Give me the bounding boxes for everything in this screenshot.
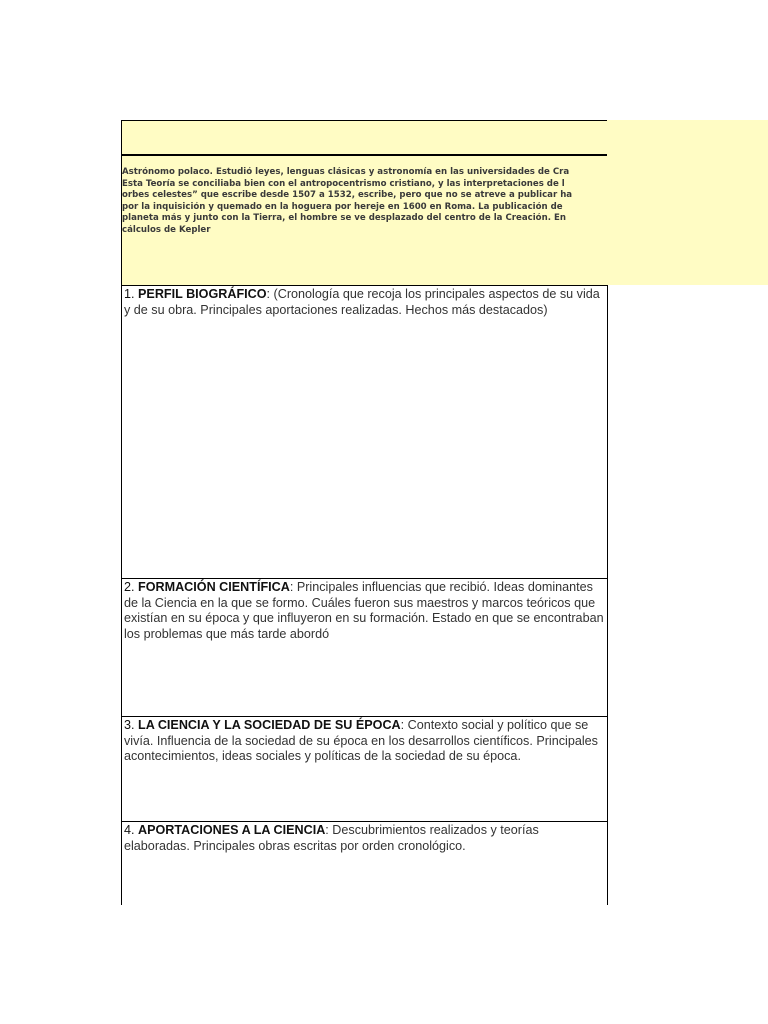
intro-paragraph <box>122 167 607 236</box>
title-cell <box>121 120 607 155</box>
section-perfil-biografico[interactable] <box>121 285 608 579</box>
section-title: APORTACIONES A LA CIENCIA <box>138 823 326 837</box>
intro-line: cálculos de Kepler <box>122 224 211 235</box>
section-title: PERFIL BIOGRÁFICO <box>138 287 267 301</box>
section-number: 4. <box>124 823 139 837</box>
section-number: 2. <box>124 580 139 594</box>
divider <box>121 155 607 156</box>
intro-line: planeta más y junto con la Tierra, el hombre se ve desplazado del centro de la Creación. En <box>122 213 566 223</box>
section-description: : Principales influencias que recibió. Ideas dominantes de la Ciencia en la que se formo. Cuáles fueron sus maestros y marcos teóricos que existían en su época y que influyeron en su formación. Estado en que se encontraban los problemas que más tarde abordó <box>124 580 604 641</box>
section-formacion-cientifica[interactable] <box>121 578 608 717</box>
section-number: 1. <box>124 287 139 301</box>
section-title: LA CIENCIA Y LA SOCIEDAD DE SU ÉPOCA <box>138 718 401 732</box>
intro-line: Astrónomo polaco. Estudió leyes, lenguas clásicas y astronomía en las universidades de Cra <box>122 167 570 177</box>
section-description: : Contexto social y político que se vivía. Influencia de la sociedad de su época en los desarrollos científicos. Principales acontecimientos, ideas sociales y políticas de la sociedad de su época. <box>124 718 598 763</box>
section-description: : Descubrimientos realizados y teorías elaboradas. Principales obras escritas por orden cronológico. <box>124 823 539 853</box>
section-aportaciones[interactable] <box>121 821 608 905</box>
intro-line: Esta Teoría se conciliaba bien con el antropocentrismo cristiano, y las interpretaciones de l <box>122 178 565 189</box>
section-title: FORMACIÓN CIENTÍFICA <box>138 580 290 594</box>
section-ciencia-sociedad[interactable] <box>121 716 608 822</box>
section-number: 3. <box>124 718 139 732</box>
section-description: : (Cronología que recoja los principales aspectos de su vida y de su obra. Principales aportaciones realizadas. Hechos más destacados) <box>124 287 600 317</box>
intro-line: orbes celestes” que escribe desde 1507 a 1532, escribe, pero que no se atreve a publicar ha <box>122 190 573 200</box>
intro-line: por la inquisición y quemado en la hoguera por hereje en 1600 en Roma. La publicación de <box>122 201 563 212</box>
